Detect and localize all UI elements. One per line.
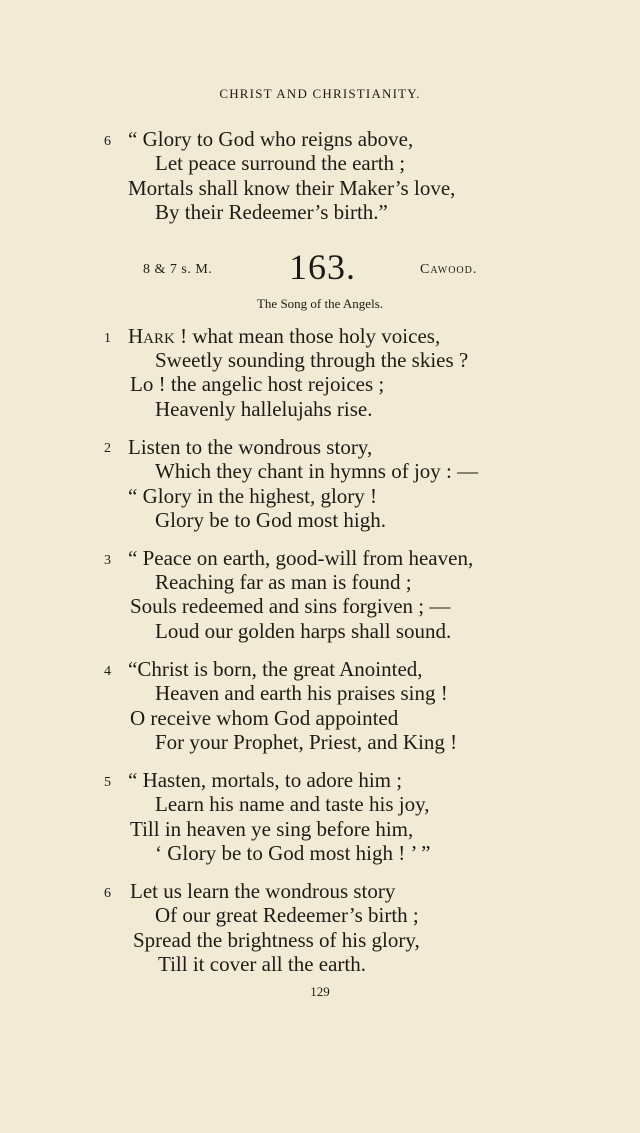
verse-line: “ Hasten, mortals, to adore him ; — [128, 768, 403, 792]
verse-first-word: Hark — [128, 324, 175, 348]
verse-line: Sweetly sounding through the skies ? — [155, 348, 469, 372]
verse-line: Till in heaven ye sing before him, — [130, 817, 414, 841]
verse-first-rest: ! what mean those holy voices, — [174, 324, 441, 348]
verse-line: For your Prophet, Priest, and King ! — [155, 730, 458, 754]
verse-line: Which they chant in hymns of joy : — — [155, 459, 479, 483]
verse-line: Lo ! the angelic host rejoices ; — [130, 372, 385, 396]
verse-line: Souls redeemed and sins forgiven ; — — [130, 594, 451, 618]
hymn-subtitle: The Song of the Angels. — [256, 296, 383, 311]
verse-number: 5 — [104, 775, 111, 790]
verse-line: “ Peace on earth, good-will from heaven, — [128, 546, 474, 570]
verse-line: By their Redeemer’s birth.” — [155, 200, 388, 224]
verse-line — [128, 324, 440, 349]
verse-line: Heavenly hallelujahs rise. — [155, 397, 373, 421]
verse-line: Heaven and earth his praises sing ! — [155, 681, 448, 705]
running-head: CHRIST AND CHRISTIANITY. — [219, 86, 421, 101]
verse-line: Loud our golden harps shall sound. — [155, 619, 452, 643]
verse-line: “ Glory in the highest, glory ! — [128, 484, 378, 508]
meter-label: 8 & 7 s. M. — [143, 262, 213, 277]
verse-line: Let us learn the wondrous story — [130, 879, 396, 903]
verse-number: 3 — [104, 553, 111, 568]
tune-name: Cawood. — [420, 262, 478, 277]
verse-line: ‘ Glory be to God most high ! ’ ” — [155, 841, 431, 865]
verse-number: 6 — [104, 134, 111, 149]
verse-line: “ Glory to God who reigns above, — [128, 127, 414, 151]
verse-line: Let peace surround the earth ; — [155, 151, 406, 175]
verse-line: “Christ is born, the great Anointed, — [128, 657, 423, 681]
verse-number: 2 — [104, 441, 111, 456]
verse-line: Glory be to God most high. — [155, 508, 386, 532]
verse-line: O receive whom God appointed — [130, 706, 399, 730]
verse-line: Spread the brightness of his glory, — [133, 928, 420, 952]
verse-line: Till it cover all the earth. — [158, 952, 367, 976]
hymn-number: 163. — [289, 247, 356, 287]
verse-number: 6 — [104, 886, 111, 901]
verse-line: Of our great Redeemer’s birth ; — [155, 903, 419, 927]
verse-line: Reaching far as man is found ; — [155, 570, 412, 594]
verse-line: Listen to the wondrous story, — [128, 435, 373, 459]
verse-line: Mortals shall know their Maker’s love, — [128, 176, 456, 200]
verse-line: Learn his name and taste his joy, — [155, 792, 430, 816]
verse-number: 1 — [104, 331, 111, 346]
page-number: 129 — [310, 984, 330, 999]
verse-number: 4 — [104, 664, 111, 679]
